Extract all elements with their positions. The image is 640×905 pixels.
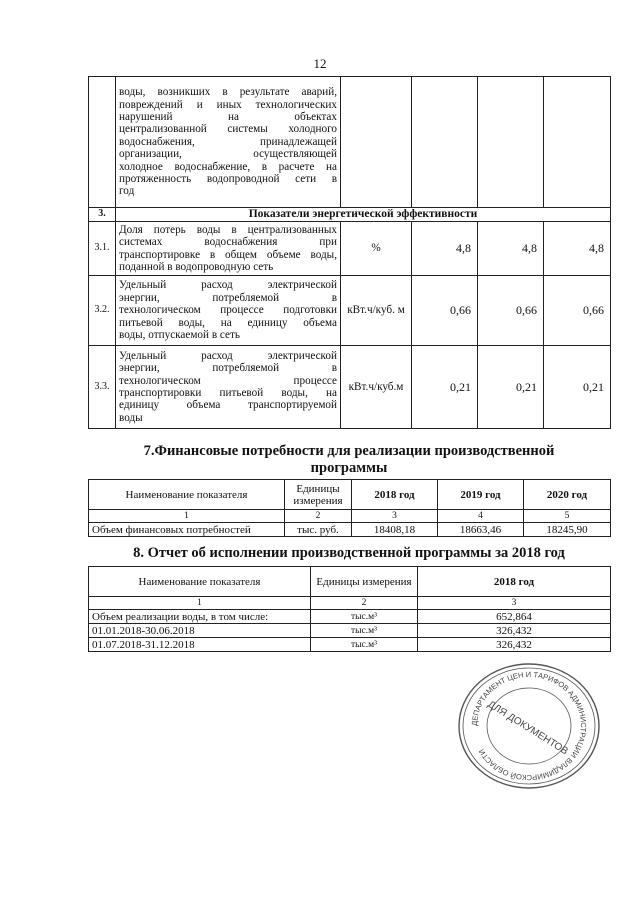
table-header-row: Наименование показателя Единицы измерения 2018 год 2019 год 2020 год: [89, 480, 611, 510]
section-header-row: [89, 208, 611, 222]
execution-report-table: [88, 566, 611, 652]
table-row: 3.2. Удельный расход электрической энергии, потребляемой в технологическом процессе подготовки питьевой воды, на единицу объема воды, отпускаемой в сеть кВт.ч/куб. м 0,66 0,66 0,66: [89, 276, 611, 346]
page-number: 12: [313, 56, 327, 71]
section8-heading: 8. Отчет об исполнении производственной программы за 2018 год: [133, 545, 565, 561]
financial-needs-table: [88, 479, 611, 537]
table-row: 01.01.2018-30.06.2018 тыс.м³ 326,432: [89, 624, 611, 638]
table-row: [89, 77, 611, 208]
section-number: 3.: [89, 208, 116, 222]
table-row: 3.1. Доля потерь воды в централизованных системах водоснабжения при транспортировке в общем объеме воды, поданной в водопроводную сеть % 4,8 4,8 4,8: [89, 222, 611, 276]
table-row: Объем реализации воды, в том числе: тыс.м³ 652,864: [89, 610, 611, 624]
stamp-ring-text: ДЕПАРТАМЕНТ ЦЕН И ТАРИФОВ АДМИНИСТРАЦИИ ВЛАДИМИРСКОЙ ОБЛАСТИ: [469, 669, 589, 783]
section-title: Показатели энергетической эффективности: [116, 208, 611, 222]
official-stamp: [455, 661, 603, 791]
section7-heading: 7.Финансовые потребности для реализации производственной программы: [143, 443, 555, 476]
table-row: 3.3. Удельный расход электрической энергии, потребляемой в технологическом процессе транспортировки питьевой воды, на единицу объема транспортируемой воды кВт.ч/куб.м 0,21 0,21 0,21: [89, 346, 611, 429]
index-row: 1 2 3 4 5: [89, 510, 611, 523]
index-row: 1 2 3: [89, 597, 611, 610]
stamp-center-text: ДЛЯ ДОКУМЕНТОВ: [485, 698, 570, 758]
indicators-table: [88, 76, 611, 429]
continued-description: воды, возникших в результате аварий, повреждений и иных технологических нарушений на объектах централизованной системы холодного водоснабжения, принадлежащей организации, осуществляющей холодное водоснабжение, в расчете на протяженность водопроводной сети в год: [116, 77, 341, 208]
table-header-row: Наименование показателя Единицы измерения 2018 год: [89, 567, 611, 597]
table-row: Объем финансовых потребностей тыс. руб. 18408,18 18663,46 18245,90: [89, 523, 611, 537]
table-row: 01.07.2018-31.12.2018 тыс.м³ 326,432: [89, 638, 611, 652]
